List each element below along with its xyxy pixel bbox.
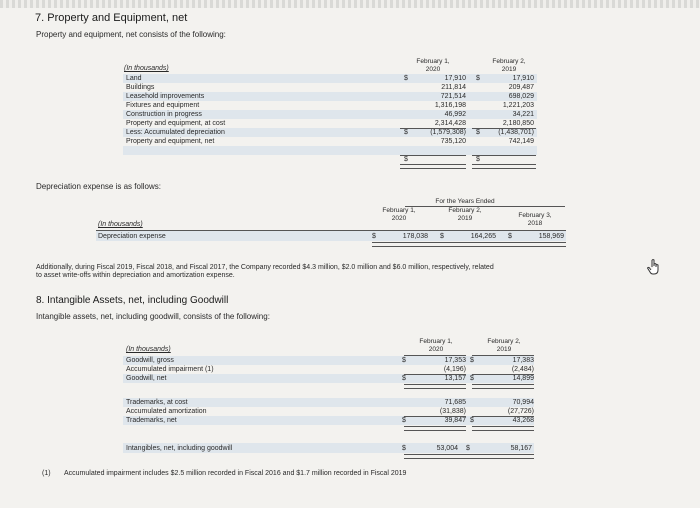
dep-value-2019: 164,265 bbox=[470, 233, 496, 240]
writeoff-note-line2: to asset write-offs within depreciation and amortization expense. bbox=[36, 272, 235, 279]
dep-period-header: For the Years Ended bbox=[435, 198, 495, 205]
section-8-title: 8. Intangible Assets, net, including Goodwill bbox=[36, 295, 229, 306]
s7-unit-label: (In thousands) bbox=[124, 65, 169, 72]
goodwill-double-rule bbox=[404, 384, 466, 389]
total-double-rule bbox=[400, 164, 466, 169]
s7-col1-header: February 1, 2020 bbox=[416, 58, 450, 73]
s8-group1-labels: Goodwill, gross Accumulated impairment (1) Goodwill, net bbox=[126, 357, 214, 382]
subtotal-rule bbox=[404, 374, 466, 375]
dep-value-2020: 178,038 bbox=[402, 233, 428, 240]
trademarks-double-rule bbox=[404, 426, 466, 431]
s8-group2-col2: 70,994 (27,726) 43,268 bbox=[507, 399, 534, 424]
dollar-sign: $ bbox=[402, 445, 406, 452]
dollar-sign: $ bbox=[404, 129, 408, 136]
dollar-sign: $ bbox=[404, 75, 408, 82]
depreciation-intro: Depreciation expense is as follows: bbox=[36, 182, 161, 191]
footnote-text: Accumulated impairment includes $2.5 million recorded in Fiscal 2016 and $1.7 million recorded in Fiscal 2019 bbox=[64, 470, 407, 477]
section-8-intro: Intangible assets, net, including goodwill, consists of the following: bbox=[36, 312, 270, 321]
dep-unit-label: (In thousands) bbox=[98, 221, 143, 228]
hand-cursor-icon bbox=[647, 259, 661, 275]
goodwill-double-rule bbox=[472, 384, 534, 389]
subtotal-rule bbox=[472, 374, 534, 375]
s8-total-label: Intangibles, net, including goodwill bbox=[126, 445, 233, 452]
s7-col2-header: February 2, 2019 bbox=[492, 58, 526, 73]
s8-total-2019: 58,167 bbox=[510, 445, 532, 452]
s8-col1-header: February 1, 2020 bbox=[419, 338, 453, 353]
s7-labels: Land Buildings Leasehold improvements Fixtures and equipment Construction in progress Property and equipment, at cost Less: Accumulated depreciation Property and equipment, net bbox=[126, 75, 226, 145]
total-double-rule bbox=[404, 454, 534, 459]
dollar-sign: $ bbox=[402, 375, 406, 382]
subtotal-rule bbox=[400, 128, 466, 129]
s7-col1-values: 17,910 211,814 721,514 1,316,198 46,992 2,314,428 (1,579,308) 735,120 bbox=[430, 75, 466, 145]
subtotal-rule bbox=[472, 416, 534, 417]
dep-double-rule bbox=[372, 242, 566, 247]
dollar-sign: $ bbox=[476, 129, 480, 136]
dollar-sign: $ bbox=[440, 233, 444, 240]
s8-group2-labels: Trademarks, at cost Accumulated amortization Trademarks, net bbox=[126, 399, 207, 424]
dep-col3-header: February 3, 2018 bbox=[518, 212, 552, 227]
trademarks-double-rule bbox=[472, 426, 534, 431]
dollar-sign: $ bbox=[476, 156, 480, 163]
s8-group2-col1: 71,685 (31,838) 39,847 bbox=[439, 399, 466, 424]
dollar-sign: $ bbox=[470, 357, 474, 364]
dollar-sign: $ bbox=[404, 156, 408, 163]
dep-col1-header: February 1, 2020 bbox=[382, 207, 416, 222]
total-double-rule bbox=[472, 164, 536, 169]
section-7-intro: Property and equipment, net consists of the following: bbox=[36, 30, 226, 39]
dep-col2-header: February 2, 2019 bbox=[448, 207, 482, 222]
dollar-sign: $ bbox=[402, 357, 406, 364]
subtotal-rule bbox=[400, 155, 466, 156]
section-7-title: 7. Property and Equipment, net bbox=[35, 12, 188, 24]
writeoff-note-line1: Additionally, during Fiscal 2019, Fiscal 2018, and Fiscal 2017, the Company recorded $4.3 million, $2.0 million and $6.0 million, respectively, related bbox=[36, 264, 494, 271]
subtotal-rule bbox=[404, 416, 466, 417]
s7-col2-values: 17,910 209,487 698,029 1,221,203 34,221 2,180,850 (1,438,701) 742,149 bbox=[498, 75, 534, 145]
subtotal-rule bbox=[472, 128, 536, 129]
s8-total-2020: 53,004 bbox=[436, 445, 458, 452]
s8-group1-col1: 17,353 (4,196) 13,157 bbox=[443, 357, 466, 382]
dollar-sign: $ bbox=[402, 417, 406, 424]
s8-unit-label: (In thousands) bbox=[126, 346, 171, 353]
subtotal-rule bbox=[472, 155, 536, 156]
dollar-sign: $ bbox=[470, 417, 474, 424]
s8-col2-header: February 2, 2019 bbox=[487, 338, 521, 353]
dollar-sign: $ bbox=[372, 233, 376, 240]
dep-value-2018: 158,969 bbox=[538, 233, 564, 240]
dollar-sign: $ bbox=[470, 375, 474, 382]
footnote-marker: (1) bbox=[42, 470, 51, 477]
s8-group1-col2: 17,383 (2,484) 14,899 bbox=[511, 357, 534, 382]
dollar-sign: $ bbox=[476, 75, 480, 82]
dollar-sign: $ bbox=[508, 233, 512, 240]
s7-row-highlight bbox=[123, 146, 537, 155]
dollar-sign: $ bbox=[466, 445, 470, 452]
dep-label: Depreciation expense bbox=[98, 233, 166, 240]
top-border bbox=[0, 0, 700, 8]
